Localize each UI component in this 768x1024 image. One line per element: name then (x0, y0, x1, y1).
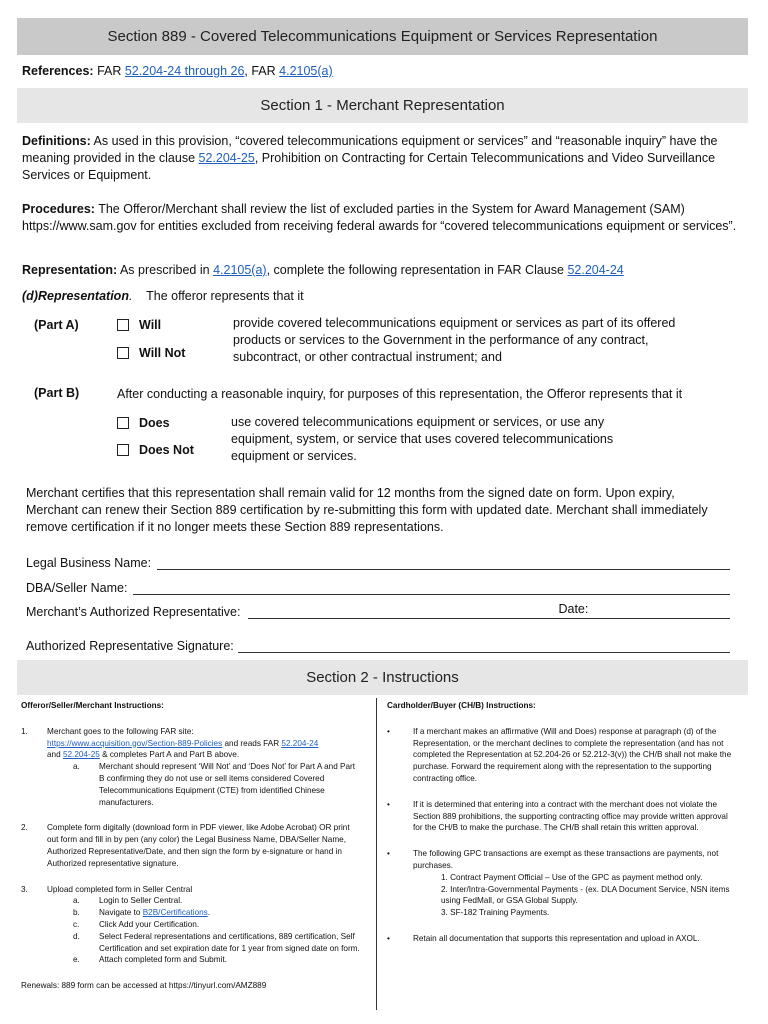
will-not-checkbox[interactable] (117, 347, 129, 359)
representation-paragraph (22, 262, 742, 279)
instruction-1-text-4: & completes Part A and Part B above. (99, 750, 240, 760)
bullet-3-marker: • (387, 849, 390, 859)
cardholder-bullet-4 (387, 933, 737, 945)
procedures-label: Procedures: (22, 202, 95, 216)
d-representation-text: The offeror represents that it (146, 289, 304, 303)
cardholder-instructions-heading: Cardholder/Buyer (CH/B) Instructions: (387, 701, 536, 710)
cardholder-bullet-2 (387, 799, 737, 834)
date-label: Date: (558, 602, 589, 616)
renewals-note: Renewals: 889 form can be accessed at https://tinyurl.com/AMZ889 (21, 981, 267, 991)
part-a-text: provide covered telecommunications equipment or services as part of its offered products or services to the Government in the performance of any contract, subcontract, or other contractual instrument; and (233, 316, 676, 364)
certification-paragraph: Merchant certifies that this representation shall remain valid for 12 months from the signed date on form. Upon expiry, Merchant can renew their Section 889 certification by re-submitting this form with updated date. Merchant shall immediately remove certification if it no longer meets these Section 889 representations. (26, 486, 708, 534)
bullet-2-text: If it is determined that entering into a contract with the merchant does not violate the Section 889 prohibitions, the supporting contracting office may provide written approval for the CH/B to make the purchase. The CH/B shall retain this written approval. (413, 799, 728, 833)
instruction-1-text-1: Merchant goes to the following FAR site: (47, 726, 194, 736)
does-not-checkbox[interactable] (117, 444, 129, 456)
exempt-item-1: 1. Contract Payment Official – Use of the GPC as payment method only. (441, 872, 703, 882)
part-a-label: (Part A) (34, 318, 79, 332)
instruction-3b-letter: b. (73, 908, 80, 918)
bullet-4-text: Retain all documentation that supports this representation and upload in AXOL. (413, 933, 700, 943)
far-52204-24-link-2[interactable]: 52.204-24 (567, 263, 624, 277)
dba-seller-name-row (26, 581, 730, 595)
will-not-label: Will Not (139, 346, 186, 360)
page-title: Section 889 - Covered Telecommunications Equipment or Services Representation (17, 18, 748, 55)
instruction-3b-text-2: . (207, 908, 211, 918)
instruction-3b (73, 907, 361, 919)
d-representation-label: (d)Representation (22, 289, 129, 303)
instruction-3c-text: Click Add your Certification. (99, 919, 200, 929)
does-not-label: Does Not (139, 443, 194, 457)
part-b-does-not-option[interactable] (117, 443, 194, 457)
merchant-instructions-heading: Offeror/Seller/Merchant Instructions: (21, 701, 164, 710)
instruction-2-number: 2. (21, 823, 28, 833)
will-checkbox[interactable] (117, 319, 129, 331)
cardholder-bullet-1 (387, 726, 737, 785)
bullet-1-text: If a merchant makes an affirmative (Will and Does) response at paragraph (d) of the Representation, or the merchant declines to complete the representation (and has not completed the Representation at 52.204-26 or 52.212-3(v)) the CH/B shall not make the purchase. Forward the requirement along with the representation to the supporting contracting office. (413, 726, 732, 783)
signature-field[interactable] (238, 639, 730, 653)
instruction-1a (73, 761, 361, 808)
instruction-3c-letter: c. (73, 919, 80, 929)
far-52204-25-link-2[interactable]: 52.204-25 (62, 750, 100, 760)
instruction-item-3 (21, 884, 361, 967)
instruction-3c (73, 919, 361, 931)
bullet-2-marker: • (387, 799, 390, 809)
part-b-label: (Part B) (34, 386, 80, 400)
legal-business-name-field[interactable] (157, 556, 730, 570)
part-a-will-option[interactable] (117, 318, 161, 332)
authorized-representative-field[interactable] (248, 602, 730, 619)
instruction-1a-text: Merchant should represent ‘Will Not’ and ‘Does Not’ for Part A and Part B confirming they do not use or sell items considered Covered Telecommunications Equipment (CTE) from identified Chinese manufacturers. (99, 762, 356, 807)
references-label: References: (22, 64, 94, 78)
bullet-1-marker: • (387, 726, 390, 736)
instruction-item-2 (21, 822, 361, 869)
section1-title: Section 1 - Merchant Representation (17, 88, 748, 123)
exempt-transactions-list (413, 872, 737, 919)
instruction-1a-letter: a. (73, 762, 80, 772)
instruction-3b-text-1: Navigate to (99, 908, 143, 918)
does-label: Does (139, 416, 170, 430)
definitions-text-2: , Prohibition on Contracting for Certain Telecommunications and Video Surveillance Services or Equipment. (22, 151, 716, 182)
will-label: Will (139, 318, 162, 332)
part-b-text: use covered telecommunications equipment or services, or use any equipment, system, or service that uses covered telecommunications equipment or services. (231, 415, 614, 463)
procedures-paragraph (22, 201, 742, 235)
exempt-item-3: 3. SF-182 Training Payments. (441, 908, 550, 918)
part-b-does-option[interactable] (117, 416, 170, 430)
cardholder-bullet-3 (387, 848, 737, 919)
representation-text-2: , complete the following representation in FAR Clause (266, 263, 564, 277)
part-b-intro: After conducting a reasonable inquiry, for purposes of this representation, the Offeror represents that it (117, 387, 683, 401)
column-divider (376, 698, 377, 1010)
instruction-3a (73, 895, 361, 907)
instruction-item-1 (21, 726, 361, 809)
procedures-text: The Offeror/Merchant shall review the list of excluded parties in the System for Award Management (SAM) https://www.sam.gov for entities excluded from receiving federal awards for “covered telecommunications equipment or services”. (22, 202, 737, 233)
bullet-4-marker: • (387, 933, 390, 943)
instruction-3d (73, 931, 361, 955)
instruction-3d-text: Select Federal representations and certifications, 889 certification, Self Certification and set expiration date for 1 year from signed date on form. (99, 931, 360, 953)
references-text-2: , FAR (244, 64, 276, 78)
representation-label: Representation: (22, 263, 118, 277)
section2-title: Section 2 - Instructions (17, 660, 748, 695)
authorized-representative-label: Merchant’s Authorized Representative: (26, 605, 241, 619)
far-52204-24-link[interactable]: 52.204-24 through 26 (124, 64, 245, 78)
merchant-instructions-column (21, 700, 361, 992)
far-42105a-link-2[interactable]: 4.2105(a) (213, 263, 267, 277)
exempt-item-2: 2. Inter/Intra-Governmental Payments - (ex. DLA Document Service, NSN items using FedMall, or GSA Global Supply. (441, 884, 730, 906)
instruction-3-number: 3. (21, 884, 28, 894)
definitions-text-1: As used in this provision, “covered telecommunications equipment or services” and “reasonable inquiry” have the meaning provided in the clause (22, 134, 718, 165)
does-checkbox[interactable] (117, 417, 129, 429)
instruction-3a-letter: a. (73, 896, 80, 906)
far-52204-25-link[interactable]: 52.204-25 (198, 151, 255, 165)
far-52204-24-link-3[interactable]: 52.204-24 (281, 738, 319, 748)
b2b-certifications-link[interactable]: B2B/Certifications (142, 908, 208, 918)
signature-label: Authorized Representative Signature: (26, 639, 234, 653)
legal-business-name-row (26, 556, 730, 570)
instruction-3e-letter: e. (73, 955, 80, 965)
definitions-label: Definitions: (22, 134, 91, 148)
far-42105a-link[interactable]: 4.2105(a) (279, 64, 333, 78)
cardholder-instructions-column (387, 700, 737, 945)
bullet-3-text: The following GPC transactions are exempt as these transactions are payments, not purchases. (413, 849, 719, 870)
part-a-will-not-option[interactable] (117, 346, 185, 360)
dba-seller-name-field[interactable] (133, 581, 730, 595)
references-line (22, 63, 742, 80)
instruction-1-text-2: and reads FAR (222, 738, 282, 748)
instruction-3d-letter: d. (73, 931, 80, 941)
instruction-3e (73, 954, 361, 966)
representation-text-1: As prescribed in (119, 263, 210, 277)
references-text-1: FAR (97, 64, 122, 78)
d-representation-line: (d)Representation. The offeror represents that it (22, 289, 304, 303)
instruction-3e-text: Attach completed form and Submit. (99, 955, 227, 965)
signature-row (26, 639, 730, 653)
instruction-1-text-3: and (47, 750, 63, 760)
acquisition-gov-link[interactable]: https://www.acquisition.gov/Section-889-Policies (47, 738, 223, 748)
dba-seller-name-label: DBA/Seller Name: (26, 581, 128, 595)
authorized-representative-row (26, 602, 730, 619)
instruction-2-text: Complete form digitally (download form in PDF viewer, like Adobe Acrobat) OR print out form and fill in by pen (any color) the Legal Business Name, DBA/Seller Name, Authorized Representative/Date, and then sign the form by e-signature or hand in Authorized representative signature. (47, 823, 350, 868)
instruction-3-text: Upload completed form in Seller Central (47, 884, 193, 894)
definitions-paragraph (22, 133, 742, 184)
instruction-1-number: 1. (21, 726, 28, 736)
instruction-3a-text: Login to Seller Central. (99, 896, 183, 906)
legal-business-name-label: Legal Business Name: (26, 556, 152, 570)
